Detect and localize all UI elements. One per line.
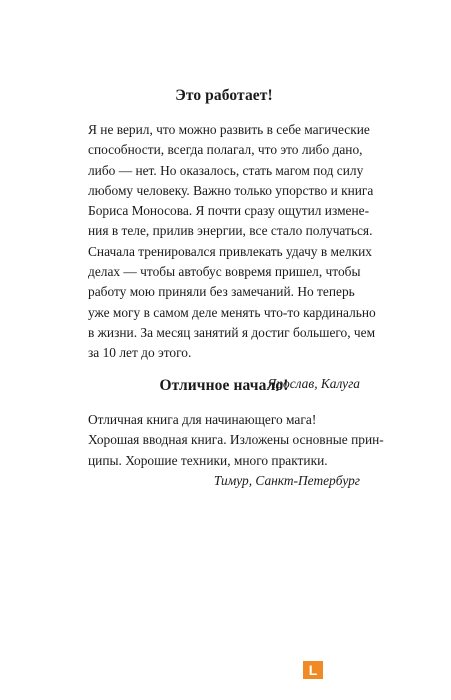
- review-line: в жизни. За месяц занятий я достиг большего, чем: [88, 324, 376, 340]
- review-line: делах — чтобы автобус вовремя пришел, чтобы: [88, 264, 361, 280]
- review-line: способности, всегда полагал, что это либо дано,: [88, 142, 363, 158]
- review-author: Тимур, Санкт-Петербург: [213, 472, 360, 488]
- publisher-logo-icon: [303, 661, 323, 679]
- review-body: [88, 120, 376, 364]
- review-line: Хорошая вводная книга. Изложены основные прин-: [88, 432, 384, 448]
- review-line: ципы. Хорошие техники, много практики.: [88, 452, 328, 468]
- publisher-logo-glyph: L: [308, 662, 318, 678]
- review-title: Отличное начало!: [159, 377, 289, 394]
- review-author: Ярослав, Калуга: [267, 375, 360, 391]
- review-body: [88, 410, 384, 471]
- review-line: работу мою приняли без замечаний. Но теперь: [88, 284, 355, 300]
- review-line: либо — нет. Но оказалось, стать магом под силу: [88, 162, 364, 178]
- review-line: Отличная книга для начинающего мага!: [88, 412, 317, 427]
- review-section-2: [88, 377, 384, 489]
- review-section-1: [88, 87, 376, 392]
- review-line: за 10 лет до этого.: [88, 345, 192, 361]
- review-line: уже могу в самом деле менять что-то кардинально: [88, 304, 376, 320]
- review-line: любому человеку. Важно только упорство и книга: [88, 182, 374, 198]
- review-line: Я не верил, что можно развить в себе магические: [88, 122, 370, 137]
- review-title: Это работает!: [175, 87, 273, 104]
- review-line: Сначала тренировался привлекать удачу в мелких: [88, 243, 372, 259]
- review-line: Бориса Моносова. Я почти сразу ощутил измене-: [88, 203, 370, 219]
- review-line: ния в теле, прилив энергии, все стало получаться.: [88, 223, 373, 239]
